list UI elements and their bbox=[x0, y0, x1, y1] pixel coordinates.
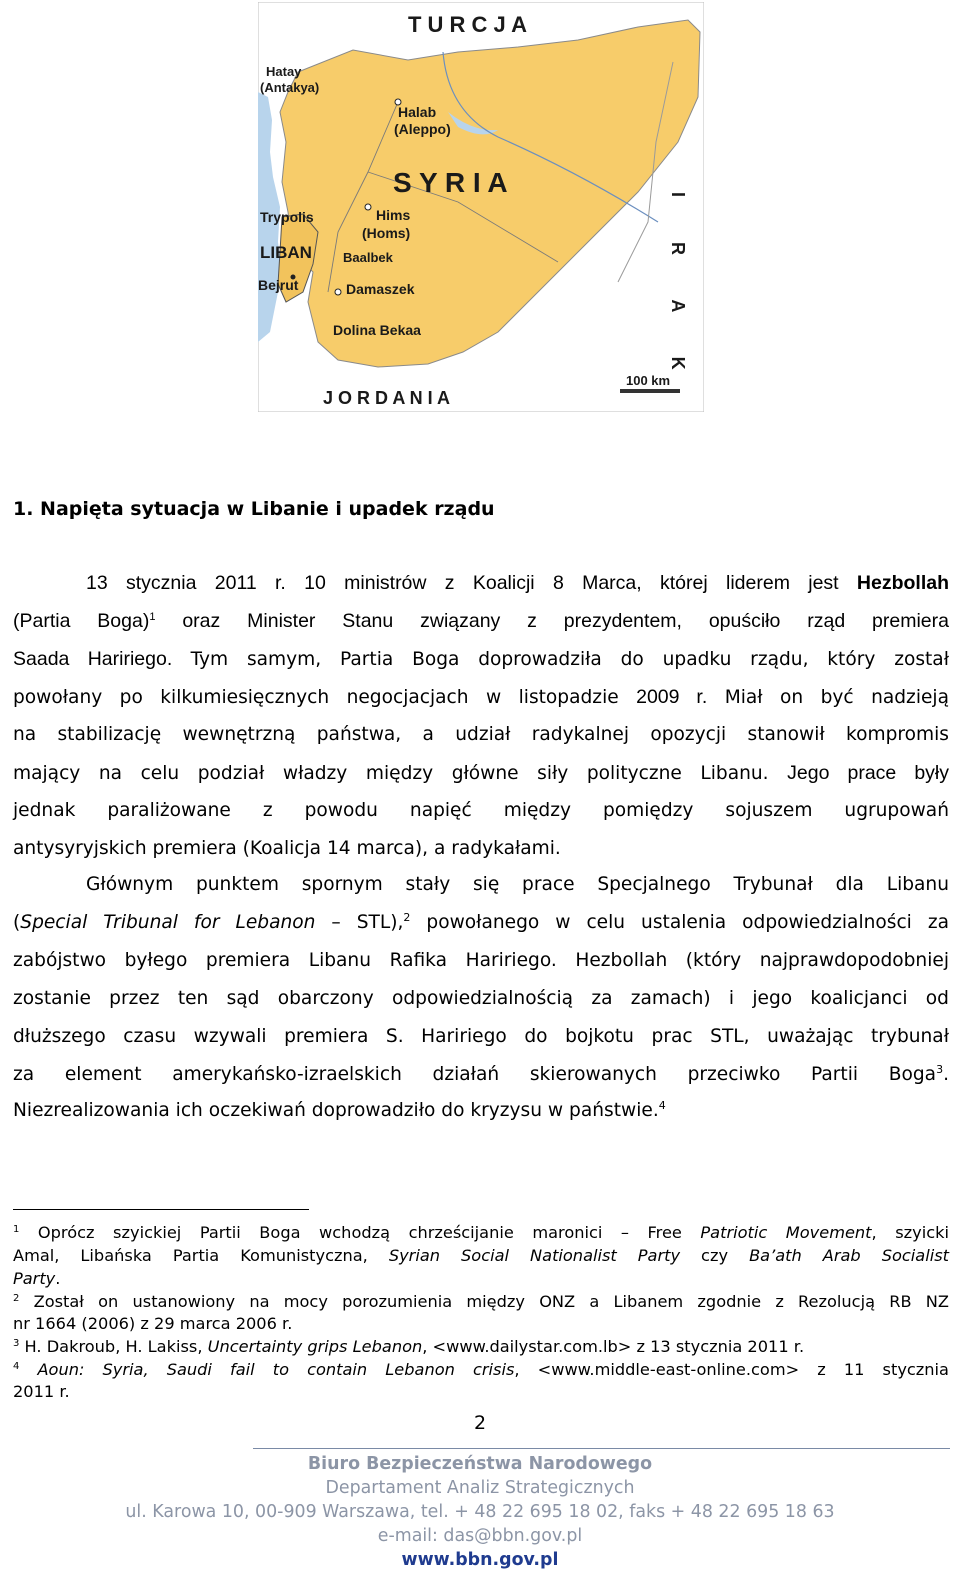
p1-text: mający na celu podział władzy między główne siły polityczne Libanu. bbox=[13, 763, 788, 784]
footnote-text: Amal, Libańska Partia Komunistyczna, bbox=[13, 1246, 389, 1265]
p1-text: (Partia Boga) bbox=[13, 610, 150, 632]
p1-text: 2009 r. bbox=[636, 686, 708, 708]
paragraph-2-line-6 bbox=[13, 1061, 949, 1089]
stl-italic: Special Tribunal for Lebanon bbox=[20, 912, 316, 933]
label-iraq: I R A K bbox=[668, 192, 688, 390]
footnote-number: 1 bbox=[13, 1224, 20, 1235]
footnote-number: 2 bbox=[13, 1293, 20, 1304]
footnote-italic: Aoun: Syria, Saudi fail to contain Lebanon crisis bbox=[19, 1360, 515, 1379]
p1-text: Tym samym, Partia Boga doprowadziła do upadku rządu, który został bbox=[190, 649, 949, 670]
label-trypolis: Trypolis bbox=[260, 209, 314, 225]
footnote-ref-2[interactable]: 2 bbox=[403, 911, 411, 924]
paragraph-2-line-5: dłuższego czasu wzywali premiera S. Haririego do bojkotu prac STL, uważając trybunał bbox=[13, 1026, 949, 1047]
paragraph-1-line-8: antysyryjskich premiera (Koalicja 14 marca), a radykałami. bbox=[13, 838, 561, 859]
damascus-dot bbox=[335, 289, 341, 295]
footnote-italic: Syrian Social Nationalist Party bbox=[388, 1246, 681, 1265]
label-bejrut: Bejrut bbox=[258, 277, 299, 293]
footnote-4-line-1 bbox=[13, 1358, 949, 1381]
footnote-text: Oprócz szyickiej Partii Boga wchodzą chrześcijanie maronici – Free bbox=[19, 1223, 701, 1242]
footnote-2-line-2: nr 1664 (2006) z 29 marca 2006 r. bbox=[13, 1314, 293, 1333]
label-jordan: J O R D A N I A bbox=[323, 388, 451, 408]
paragraph-2-line-1: Głównym punktem spornym stały się prace Specjalnego Trybunał dla Libanu bbox=[86, 874, 949, 895]
label-syria: S Y R I A bbox=[393, 167, 508, 198]
footnote-text: , <www.middle-east-online.com> z 11 stycznia bbox=[514, 1360, 949, 1379]
section-heading: 1. Napięta sytuacja w Libanie i upadek rządu bbox=[13, 498, 495, 520]
label-damaszek: Damaszek bbox=[346, 281, 415, 297]
label-antakya: (Antakya) bbox=[260, 80, 320, 95]
hezbollah-bold: Hezbollah bbox=[856, 572, 949, 594]
footnote-ref-4[interactable]: 4 bbox=[658, 1099, 666, 1112]
footnote-ref-1[interactable]: 1 bbox=[149, 611, 156, 623]
footer-org: Biuro Bezpieczeństwa Narodowego bbox=[307, 1454, 653, 1474]
page-number: 2 bbox=[473, 1412, 487, 1434]
label-bekaa: Dolina Bekaa bbox=[333, 322, 421, 338]
p1-text: Jego prace były bbox=[787, 762, 949, 784]
footnote-text: . bbox=[55, 1269, 61, 1288]
footnote-italic: Ba’ath Arab Socialist bbox=[749, 1246, 949, 1265]
paragraph-1-line-1 bbox=[13, 569, 949, 597]
footnote-italic: Party bbox=[13, 1269, 56, 1288]
p1-text: 13 stycznia 2011 r. 10 ministrów z Koalicji 8 Marca, której liderem jest bbox=[86, 572, 857, 594]
label-aleppo: (Aleppo) bbox=[394, 121, 451, 137]
footnote-1-line-1 bbox=[13, 1221, 949, 1244]
footnote-italic: Patriotic Movement bbox=[700, 1223, 872, 1242]
footnote-2-line-1 bbox=[13, 1290, 949, 1313]
p2-text: . bbox=[943, 1064, 949, 1085]
footer-address: ul. Karowa 10, 00-909 Warszawa, tel. + 48 22 695 18 02, faks + 48 22 695 18 63 bbox=[125, 1502, 835, 1522]
footnote-text: H. Dakroub, H. Lakiss, bbox=[19, 1337, 208, 1356]
paragraph-2-line-3: zabójstwo byłego premiera Libanu Rafika Haririego. Hezbollah (który najprawdopodobniej bbox=[13, 950, 949, 971]
paragraph-1-line-6 bbox=[13, 759, 949, 787]
label-homs-alt: (Homs) bbox=[362, 225, 411, 241]
paragraph-2-line-2 bbox=[13, 909, 949, 937]
p1-text: Miał on być nadzieją bbox=[707, 687, 949, 708]
label-halab: Halab bbox=[398, 104, 437, 120]
paragraph-1-line-2 bbox=[13, 607, 949, 635]
footer-separator bbox=[253, 1448, 950, 1449]
label-scale: 100 km bbox=[626, 373, 671, 388]
footnote-number: 3 bbox=[13, 1338, 20, 1349]
footnote-text: , <www.dailystar.com.lb> z 13 stycznia 2011 r. bbox=[422, 1337, 805, 1356]
p1-text: oraz Minister Stanu związany z prezydentem, opuściło rząd premiera bbox=[155, 610, 949, 632]
p2-text: – STL), bbox=[315, 912, 404, 933]
footer-website-link[interactable]: www.bbn.gov.pl bbox=[401, 1550, 559, 1570]
p2-text: za element amerykańsko-izraelskich działań skierowanych przeciwko Partii Boga bbox=[13, 1064, 937, 1085]
p2-text: Niezrealizowania ich oczekiwań doprowadziło do kryzysu w państwie. bbox=[13, 1100, 659, 1121]
footnote-ref-3[interactable]: 3 bbox=[936, 1063, 944, 1076]
paragraph-1-line-5: na stabilizację wewnętrzną państwa, a udział radykalnej opozycji stanowił kompromis bbox=[13, 724, 949, 745]
footnote-1-line-2 bbox=[13, 1244, 949, 1267]
p1-text: powołany po kilkumiesięcznych negocjacjach w listopadzie bbox=[13, 687, 637, 708]
footnote-number: 4 bbox=[13, 1361, 20, 1372]
paragraph-1-line-4 bbox=[13, 683, 949, 711]
p2-text: ( bbox=[13, 912, 21, 933]
syria-map bbox=[258, 2, 704, 412]
footnote-text: Został on ustanowiony na mocy porozumienia między ONZ a Libanem zgodnie z Rezolucją RB NZ bbox=[19, 1292, 949, 1311]
footnote-italic: Uncertainty grips Lebanon bbox=[207, 1337, 423, 1356]
footnote-4-line-2: 2011 r. bbox=[13, 1382, 70, 1401]
label-baalbek: Baalbek bbox=[343, 250, 393, 265]
homs-dot bbox=[365, 204, 371, 210]
footnote-text: czy bbox=[680, 1246, 750, 1265]
footer-department: Departament Analiz Strategicznych bbox=[325, 1478, 635, 1498]
label-hatay: Hatay bbox=[266, 64, 302, 79]
footnote-3 bbox=[13, 1335, 949, 1358]
paragraph-1-line-3 bbox=[13, 645, 949, 673]
paragraph-1-line-7: jednak paraliżowane z powodu napięć między pomiędzy sojuszem ugrupowań bbox=[13, 800, 949, 821]
paragraph-2-line-7 bbox=[13, 1097, 949, 1125]
footnote-text: , szyicki bbox=[871, 1223, 949, 1242]
p1-text: Saada Haririego. bbox=[13, 648, 191, 670]
p2-text: powołanego w celu ustalenia odpowiedzialności za bbox=[410, 912, 949, 933]
label-turkey: T U R C J A bbox=[408, 12, 527, 37]
label-liban: LIBAN bbox=[260, 243, 312, 262]
footnote-separator bbox=[13, 1209, 309, 1210]
footer-email[interactable]: e-mail: das@bbn.gov.pl bbox=[377, 1526, 583, 1546]
footnote-1-line-3 bbox=[13, 1267, 949, 1290]
label-homs: Hims bbox=[376, 207, 411, 223]
paragraph-2-line-4: zostanie przez ten sąd obarczony odpowiedzialnością za zamach) i jego koalicjanci od bbox=[13, 988, 949, 1009]
